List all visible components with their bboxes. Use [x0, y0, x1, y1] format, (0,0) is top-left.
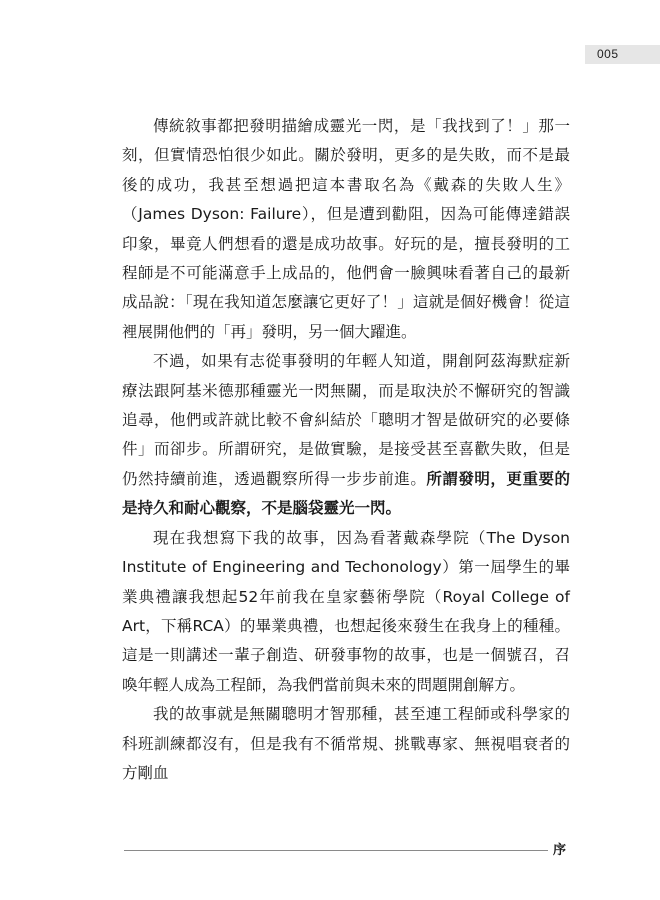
footer-rule	[124, 850, 548, 851]
paragraph-3: 現在我想寫下我的故事，因為看著戴森學院（The Dyson Institute of Engineering and Techonology）第一屆學生的畢業典禮讓我想起52年前我在皇家藝術學院（Royal College of Art，下稱RCA）的畢業典禮，也想起後來發生在我身上的種種。這是一則講述一輩子創造、研發事物的故事，也是一個號召，召喚年輕人成為工程師，為我們當前與未來的問題開創解方。	[122, 528, 570, 694]
paragraph-2-text: 不過，如果有志從事發明的年輕人知道，開創阿茲海默症新療法跟阿基米德那種靈光一閃無關，而是取決於不懈研究的智識追尋，他們或許就比較不會糾結於「聰明才智是做研究的必要條件」而卻步。所謂研究，是做實驗，是接受甚至喜歡失敗，但是仍然持續前進，透過觀察所得一步步前進。	[122, 352, 570, 488]
body-text	[122, 112, 570, 788]
page-number-tab: 005	[585, 45, 660, 64]
paragraph-4: 我的故事就是無關聰明才智那種，甚至連工程師或科學家的科班訓練都沒有，但是我有不循常規、挑戰專家、無視唱衰者的方剛血	[122, 705, 570, 782]
paragraph-2	[122, 347, 570, 523]
footer-section-label: 序	[553, 843, 567, 858]
paragraph-1: 傳統敘事都把發明描繪成靈光一閃，是「我找到了！」那一刻，但實情恐怕很少如此。關於發明，更多的是失敗，而不是最後的成功，我甚至想過把這本書取名為《戴森的失敗人生》（James Dyson: Failure），但是遭到勸阻，因為可能傳達錯誤印象，畢竟人們想看的還是成功故事。好玩的是，擅長發明的工程師是不可能滿意手上成品的，他們會一臉興味看著自己的最新成品說：「現在我知道怎麼讓它更好了！」這就是個好機會！從這裡展開他們的「再」發明，另一個大躍進。	[122, 117, 570, 341]
paragraph-2-bold: 所謂發明，更重要的是持久和耐心觀察，不是腦袋靈光一閃。	[122, 469, 570, 518]
